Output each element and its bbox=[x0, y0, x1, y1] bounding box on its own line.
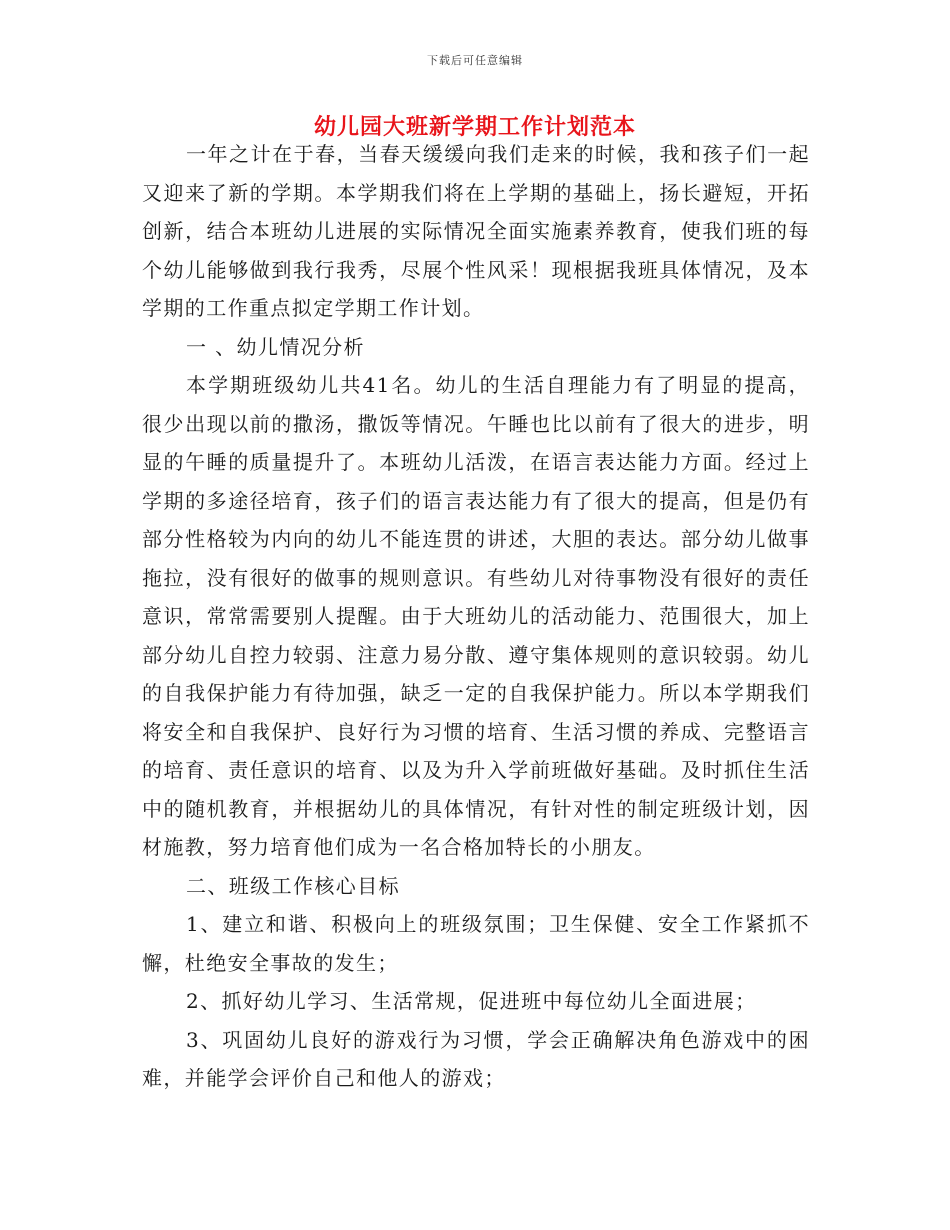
section-heading-1: 一 、幼儿情况分析 bbox=[186, 334, 365, 359]
goal-item-1: 1、建立和谐、积极向上的班级氛围；卫生保健、安全工作紧抓不懈，杜绝安全事故的发生； bbox=[142, 912, 810, 975]
intro-paragraph: 一年之计在于春，当春天缓缓向我们走来的时候，我和孩子们一起又迎来了新的学期。本学期我们将在上学期的基础上，扬长避短，开拓创新，结合本班幼儿进展的实际情况全面实施素养教育，使我们班的每个幼儿能够做到我行我秀，尽展个性风采！现根据我班具体情况，及本学期的工作重点拟定学期工作计划。 bbox=[142, 142, 810, 320]
analysis-paragraph: 本学期班级幼儿共41名。幼儿的生活自理能力有了明显的提高，很少出现以前的撒汤，撒饭等情况。午睡也比以前有了很大的进步，明显的午睡的质量提升了。本班幼儿活泼，在语言表达能力方面。经过上学期的多途径培育，孩子们的语言表达能力有了很大的提高，但是仍有部分性格较为内向的幼儿不能连贯的讲述，大胆的表达。部分幼儿做事拖拉，没有很好的做事的规则意识。有些幼儿对待事物没有很好的责任意识，常常需要别人提醒。由于大班幼儿的活动能力、范围很大，加上部分幼儿自控力较弱、注意力易分散、遵守集体规则的意识较弱。幼儿的自我保护能力有待加强，缺乏一定的自我保护能力。所以本学期我们将安全和自我保护、良好行为习惯的培育、生活习惯的养成、完整语言的培育、责任意识的培育、以及为升入学前班做好基础。及时抓住生活中的随机教育，并根据幼儿的具体情况，有针对性的制定班级计划，因材施教，努力培育他们成为一名合格加特长的小朋友。 bbox=[142, 373, 810, 859]
document-body bbox=[142, 135, 810, 1098]
goal-item-2: 2、抓好幼儿学习、生活常规，促进班中每位幼儿全面进展； bbox=[186, 989, 757, 1013]
document-title: 幼儿园大班新学期工作计划范本 bbox=[313, 114, 636, 140]
header-note: 下载后可任意编辑 bbox=[427, 54, 523, 67]
goal-item-3: 3、巩固幼儿良好的游戏行为习惯，学会正确解决角色游戏中的困难，并能学会评价自己和他人的游戏； bbox=[142, 1027, 810, 1090]
section-heading-2: 二、班级工作核心目标 bbox=[186, 873, 400, 898]
